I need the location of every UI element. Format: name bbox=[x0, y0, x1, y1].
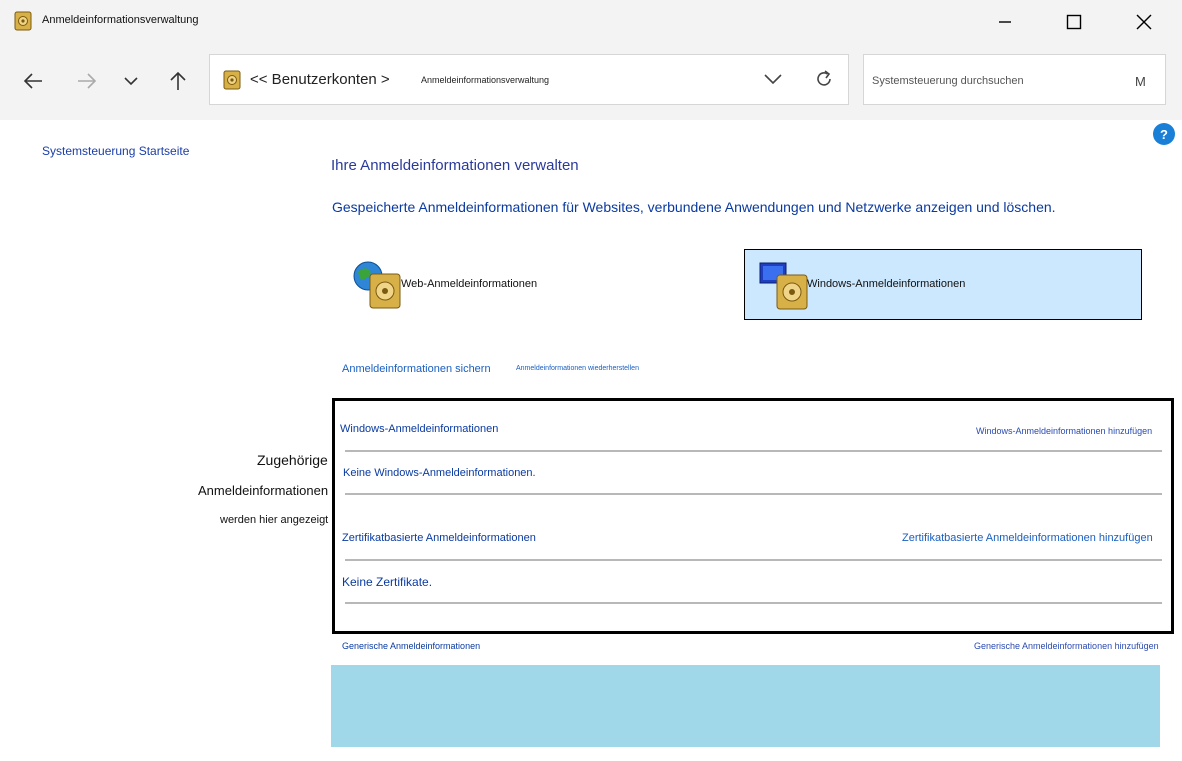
up-arrow-icon bbox=[169, 71, 187, 91]
help-icon: ? bbox=[1160, 126, 1168, 142]
refresh-icon bbox=[814, 69, 834, 89]
monitor-vault-icon bbox=[759, 261, 811, 316]
search-input[interactable]: Systemsteuerung durchsuchen bbox=[872, 75, 1024, 87]
restore-credentials-link[interactable]: Anmeldeinformationen wiederherstellen bbox=[516, 365, 639, 372]
web-credentials-tile[interactable] bbox=[344, 250, 724, 320]
address-dropdown-button[interactable] bbox=[763, 72, 783, 91]
cert-section-title: Zertifikatbasierte Anmeldeinformationen bbox=[342, 532, 536, 544]
maximize-icon bbox=[1066, 14, 1082, 30]
windows-empty-text: Keine Windows-Anmeldeinformationen. bbox=[343, 467, 536, 479]
sidebar-home-link[interactable]: Systemsteuerung Startseite bbox=[42, 144, 190, 158]
generic-section-title: Generische Anmeldeinformationen bbox=[342, 641, 481, 651]
minimize-button[interactable] bbox=[982, 0, 1028, 44]
breadcrumb-current[interactable]: Anmeldeinformationsverwaltung bbox=[421, 75, 550, 85]
page-title: Ihre Anmeldeinformationen verwalten bbox=[331, 157, 579, 174]
related-text-line1: Zugehörige bbox=[257, 452, 328, 468]
recent-locations-button[interactable] bbox=[116, 66, 146, 96]
forward-button[interactable] bbox=[72, 66, 102, 96]
windows-credentials-label: Windows-Anmeldeinformationen bbox=[807, 278, 966, 290]
close-button[interactable] bbox=[1121, 0, 1167, 44]
page-subtitle: Gespeicherte Anmeldeinformationen für Websites, verbundene Anwendungen und Netzwerke anzeigen und löschen. bbox=[332, 199, 1056, 215]
maximize-button[interactable] bbox=[1051, 0, 1097, 44]
divider bbox=[345, 602, 1162, 604]
divider bbox=[345, 493, 1162, 495]
related-text-line3: werden hier angezeigt bbox=[220, 514, 329, 526]
add-windows-credential-link[interactable]: Windows-Anmeldeinformationen hinzufügen bbox=[976, 426, 1153, 436]
chevron-down-icon bbox=[763, 72, 783, 86]
related-text-line2: Anmeldeinformationen bbox=[198, 483, 329, 498]
globe-vault-icon bbox=[352, 260, 404, 315]
windows-credentials-tile[interactable] bbox=[744, 249, 1142, 320]
add-cert-credential-link[interactable]: Zertifikatbasierte Anmeldeinformationen hinzufügen bbox=[902, 532, 1153, 544]
cert-empty-text: Keine Zertifikate. bbox=[342, 575, 433, 589]
generic-credentials-list bbox=[331, 665, 1160, 747]
credential-vault-icon bbox=[223, 70, 241, 95]
close-icon bbox=[1136, 14, 1152, 30]
help-button[interactable] bbox=[1153, 123, 1175, 145]
divider bbox=[345, 450, 1162, 452]
minimize-icon bbox=[998, 15, 1012, 29]
up-button[interactable] bbox=[163, 66, 193, 96]
window-title: Anmeldeinformationsverwaltung bbox=[42, 14, 199, 26]
refresh-button[interactable] bbox=[814, 69, 834, 94]
search-suffix: M bbox=[1135, 74, 1146, 89]
breadcrumb-parent[interactable]: << Benutzerkonten > bbox=[250, 71, 390, 88]
forward-arrow-icon bbox=[77, 72, 97, 90]
chevron-down-icon bbox=[123, 76, 139, 86]
backup-credentials-link[interactable]: Anmeldeinformationen sichern bbox=[342, 363, 491, 375]
divider bbox=[345, 559, 1162, 561]
back-arrow-icon bbox=[23, 72, 43, 90]
credential-vault-icon bbox=[14, 11, 32, 31]
windows-section-title: Windows-Anmeldeinformationen bbox=[340, 423, 499, 435]
add-generic-credential-link[interactable]: Generische Anmeldeinformationen hinzufügen bbox=[974, 641, 1159, 651]
back-button[interactable] bbox=[18, 66, 48, 96]
web-credentials-label: Web-Anmeldeinformationen bbox=[401, 278, 538, 290]
